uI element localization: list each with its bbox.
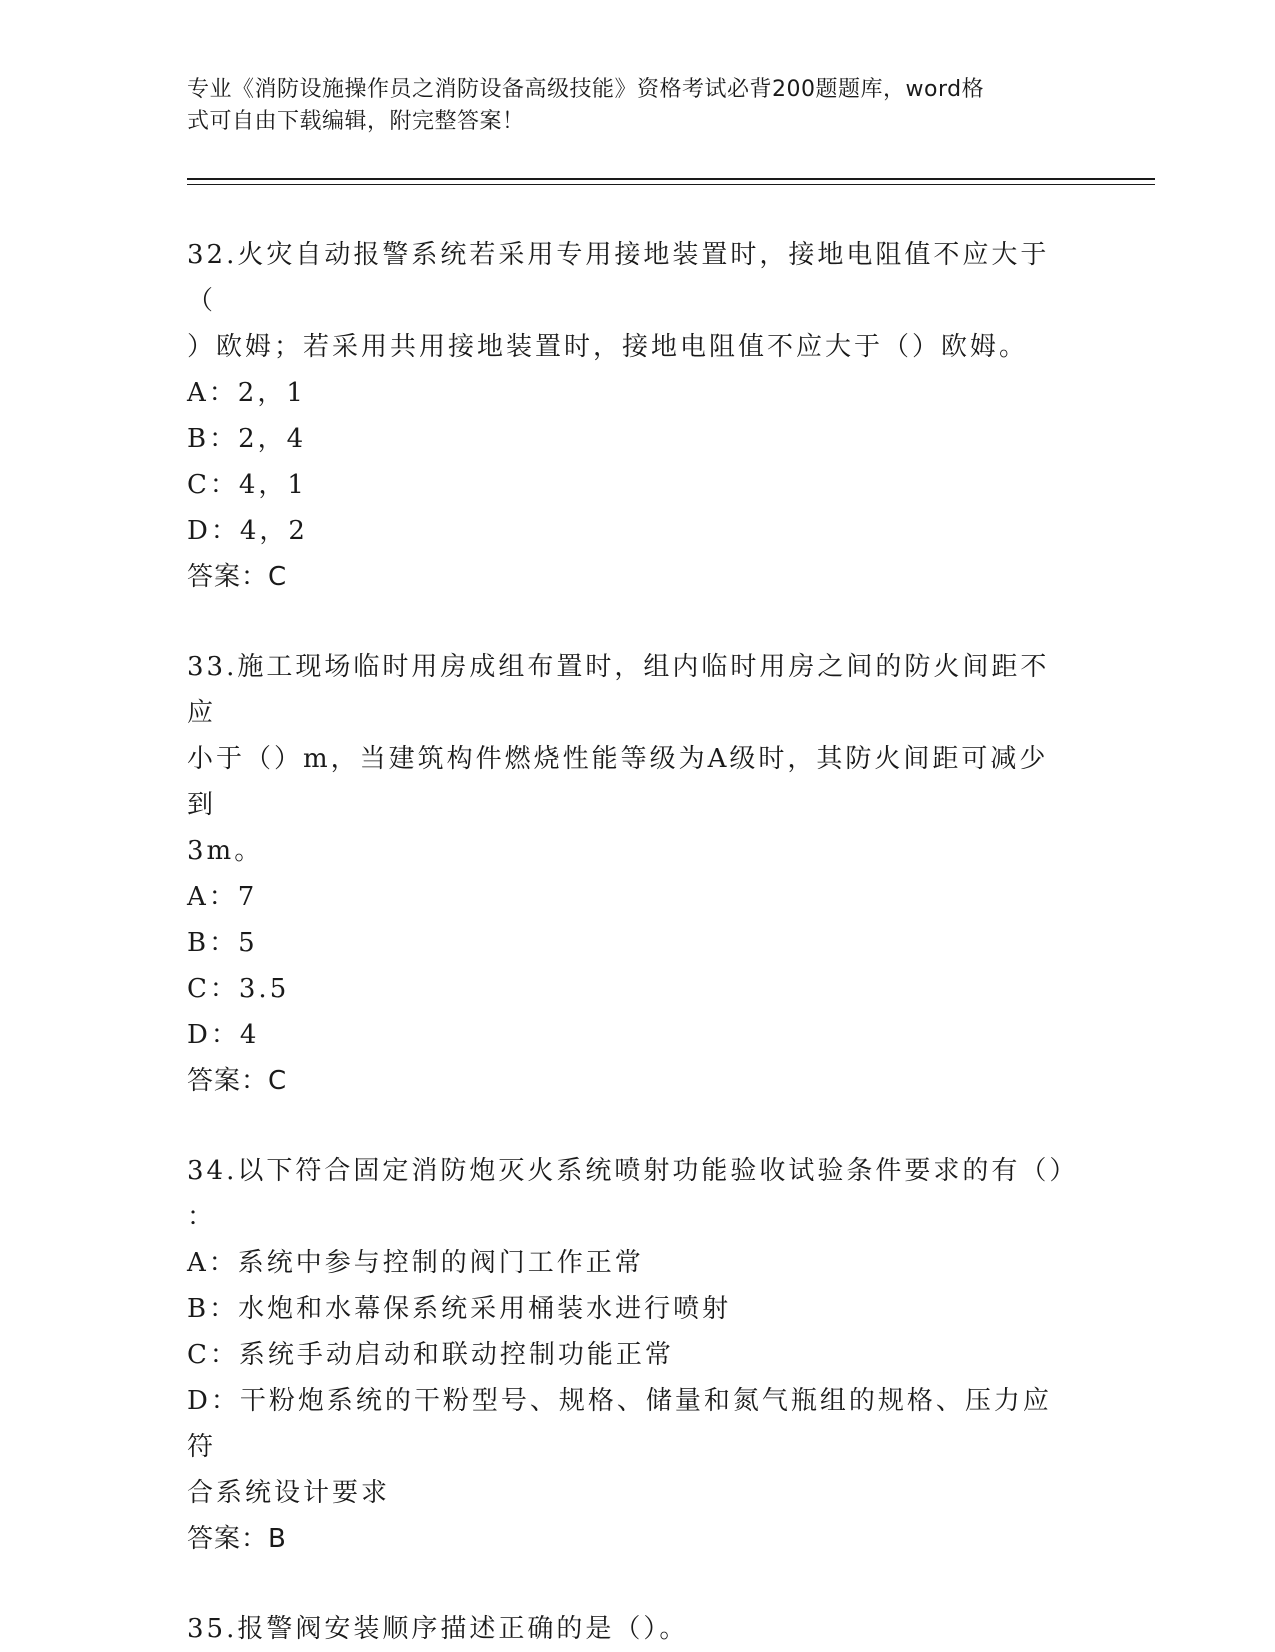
- question-list: [187, 232, 1079, 1652]
- option-d-continuation: 合系统设计要求: [187, 1478, 391, 1508]
- question-33: [187, 644, 1067, 1104]
- question-stem-line: 32.火灾自动报警系统若采用专用接地装置时，接地电阻值不应大于（: [187, 240, 1050, 316]
- header-line-2: 式可自由下载编辑，附完整答案！: [187, 109, 525, 134]
- answer-line: 答案：C: [187, 562, 288, 592]
- question-stem-line: 3m。: [187, 836, 264, 866]
- question-spacer: [187, 1104, 1067, 1148]
- option-b: B：水炮和水幕保系统采用桶装水进行喷射: [187, 1294, 732, 1324]
- option-d: D：4: [187, 1020, 260, 1050]
- option-a: A：2，1: [187, 378, 306, 408]
- answer-line: 答案：B: [187, 1524, 287, 1554]
- question-stem-line: 34.以下符合固定消防炮灭火系统喷射功能验收试验条件要求的有（）: [187, 1156, 1079, 1186]
- question-35: [187, 1606, 1067, 1652]
- option-b: B：5: [187, 928, 258, 958]
- header-divider-thin: [187, 184, 1155, 185]
- option-a: A：7: [187, 882, 258, 912]
- question-stem-line: ）欧姆；若采用共用接地装置时，接地电阻值不应大于（）欧姆。: [187, 332, 1029, 362]
- option-d: D：4，2: [187, 516, 308, 546]
- option-a: A：系统中参与控制的阀门工作正常: [187, 1248, 644, 1278]
- answer-line: 答案：C: [187, 1066, 288, 1096]
- option-c: C：系统手动启动和联动控制功能正常: [187, 1340, 674, 1370]
- question-stem-line: ：: [187, 1202, 217, 1232]
- document-header: [187, 74, 1067, 138]
- question-stem-line: 35.报警阀安装顺序描述正确的是（）。: [187, 1614, 689, 1644]
- question-32: [187, 232, 1067, 600]
- option-c: C：3.5: [187, 974, 290, 1004]
- option-d: D：干粉炮系统的干粉型号、规格、储量和氮气瓶组的规格、压力应符: [187, 1386, 1052, 1462]
- question-34: [187, 1148, 1079, 1562]
- question-stem-line: 小于（）m，当建筑构件燃烧性能等级为A级时，其防火间距可减少到: [187, 744, 1049, 820]
- option-c: C：4，1: [187, 470, 307, 500]
- option-b: B：2，4: [187, 424, 307, 454]
- header-divider-thick: [187, 178, 1155, 180]
- header-line-1: 专业《消防设施操作员之消防设备高级技能》资格考试必背200题题库，word格: [187, 77, 985, 102]
- question-stem-line: 33.施工现场临时用房成组布置时，组内临时用房之间的防火间距不应: [187, 652, 1050, 728]
- question-spacer: [187, 600, 1067, 644]
- question-spacer: [187, 1562, 1067, 1606]
